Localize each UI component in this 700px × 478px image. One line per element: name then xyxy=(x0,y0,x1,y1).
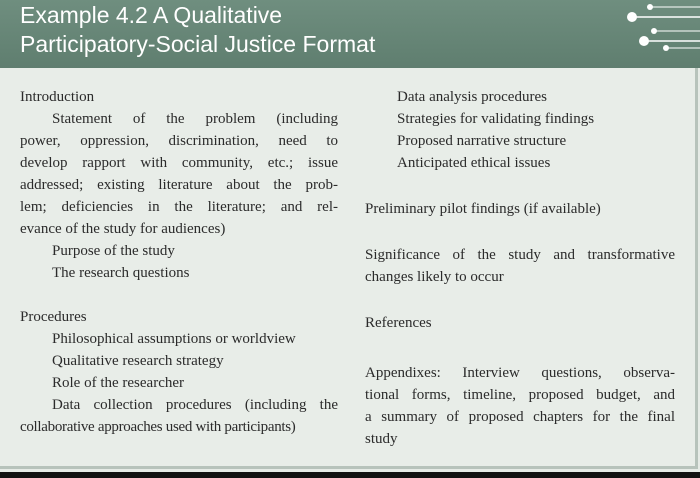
appendixes-line-3: a summary of proposed chapters for the final xyxy=(365,409,675,425)
strategy-item: Qualitative research strategy xyxy=(52,353,224,369)
right-column xyxy=(365,86,675,450)
procedures-heading: Procedures xyxy=(20,309,87,325)
data-analysis-item: Data analysis procedures xyxy=(397,89,547,105)
significance-line-2: changes likely to occur xyxy=(365,269,504,285)
research-questions-item: The research questions xyxy=(52,265,190,281)
bottom-edge xyxy=(0,472,700,478)
significance-line-1: Significance of the study and transformative xyxy=(365,247,675,263)
statement-line-3: develop rapport with community, etc.; issue xyxy=(20,155,338,171)
ethical-item: Anticipated ethical issues xyxy=(397,155,551,171)
appendixes-line-2: tional forms, timeline, proposed budget, and xyxy=(365,387,675,403)
appendixes-line-4: study xyxy=(365,431,398,447)
appendixes-line-1: Appendixes: Interview questions, observa- xyxy=(365,365,675,381)
validating-item: Strategies for validating findings xyxy=(397,111,595,127)
philosophical-item: Philosophical assumptions or worldview xyxy=(52,331,296,347)
title-line-1: Example 4.2 A Qualitative xyxy=(20,2,283,28)
statement-line-6: evance of the study for audiences) xyxy=(20,221,226,237)
data-collection-line-1: Data collection procedures (including the xyxy=(52,397,338,413)
pilot-findings-item: Preliminary pilot findings (if available) xyxy=(365,201,601,217)
narrative-item: Proposed narrative structure xyxy=(397,133,567,149)
statement-line-1: Statement of the problem (including xyxy=(52,111,338,127)
statement-line-5: lem; deficiencies in the literature; and rel- xyxy=(20,199,338,215)
purpose-item: Purpose of the study xyxy=(52,243,175,259)
references-item: References xyxy=(365,315,432,331)
statement-line-4: addressed; existing literature about the prob- xyxy=(20,177,338,193)
left-column xyxy=(20,86,338,438)
example-content-panel xyxy=(0,68,698,469)
data-collection-line-2: collaborative approaches used with participants) xyxy=(20,419,296,435)
statement-line-2: power, oppression, discrimination, need to xyxy=(20,133,338,149)
example-title xyxy=(20,1,375,59)
example-header xyxy=(0,0,700,68)
title-line-2: Participatory-Social Justice Format xyxy=(20,31,376,57)
introduction-heading: Introduction xyxy=(20,89,95,105)
decorative-dots-icon xyxy=(610,0,700,68)
role-item: Role of the researcher xyxy=(52,375,185,391)
